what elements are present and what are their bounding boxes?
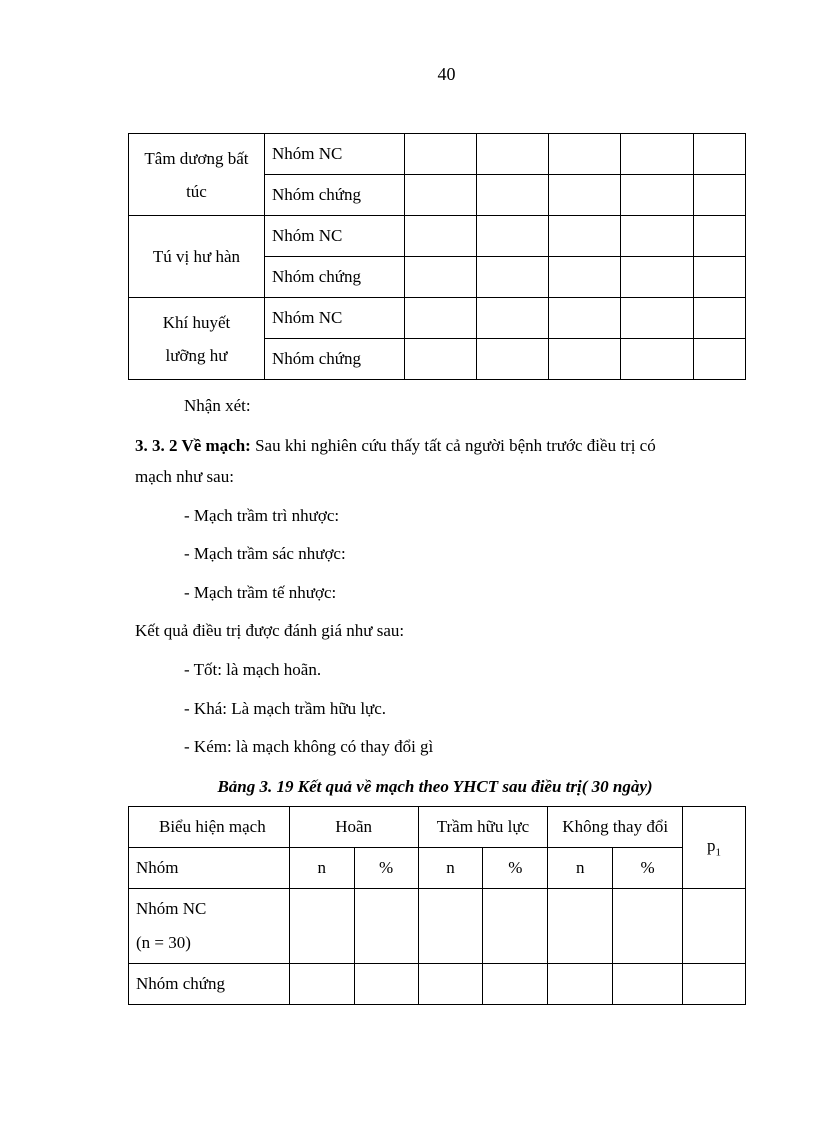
sub-header-n: n <box>289 848 354 889</box>
list-item: - Khá: Là mạch trầm hữu lực. <box>184 699 387 718</box>
sub-header-n: n <box>418 848 483 889</box>
section-heading: 3. 3. 2 Về mạch: <box>135 436 251 455</box>
sub-group-cell: Nhóm NC <box>264 134 404 175</box>
corner-header-top: Biểu hiện mạch <box>129 807 290 848</box>
section-paragraph: 3. 3. 2 Về mạch: Sau khi nghiên cứu thấy tất cả người bệnh trước điều trị có <box>135 436 656 455</box>
group-cell: Khí huyết lưỡng hư <box>129 298 265 380</box>
sub-header-n: n <box>548 848 613 889</box>
remark-label: Nhận xét: <box>184 396 251 415</box>
group-cell: Tú vị hư hàn <box>129 216 265 298</box>
list-item: - Tốt: là mạch hoãn. <box>184 660 322 679</box>
section-paragraph-cont: mạch như sau: <box>135 467 234 486</box>
sub-group-cell: Nhóm chứng <box>264 175 404 216</box>
corner-header-bottom: Nhóm <box>129 848 290 889</box>
sub-header-pct: % <box>354 848 418 889</box>
sub-group-cell: Nhóm chứng <box>264 257 404 298</box>
sub-header-pct: % <box>613 848 683 889</box>
list-item: - Kém: là mạch không có thay đổi gì <box>184 737 434 756</box>
sub-group-cell: Nhóm NC <box>264 298 404 339</box>
column-header: Trầm hữu lực <box>418 807 548 848</box>
sub-group-cell: Nhóm chứng <box>264 339 404 380</box>
column-header: Hoãn <box>289 807 418 848</box>
sub-group-cell: Nhóm NC <box>264 216 404 257</box>
p-value-header: $p_1$ <box>683 807 746 889</box>
group-cell: Tâm dương bất túc <box>129 134 265 216</box>
sub-header-pct: % <box>483 848 548 889</box>
page-number: 40 <box>437 64 456 84</box>
row-label-control-group: Nhóm chứng <box>129 964 290 1005</box>
list-item: - Mạch trầm trì nhược: <box>184 506 340 525</box>
column-header: Không thay đổi <box>548 807 683 848</box>
result-intro: Kết quả điều trị được đánh giá như sau: <box>135 621 405 640</box>
symptom-group-table <box>128 133 746 380</box>
list-item: - Mạch trầm sác nhược: <box>184 544 346 563</box>
row-label-study-group: Nhóm NC (n = 30) <box>129 889 290 964</box>
table-caption: Bảng 3. 19 Kết quả về mạch theo YHCT sau điều trị( 30 ngày) <box>217 777 653 796</box>
list-item: - Mạch trầm tế nhược: <box>184 583 337 602</box>
pulse-result-table <box>128 806 746 1005</box>
